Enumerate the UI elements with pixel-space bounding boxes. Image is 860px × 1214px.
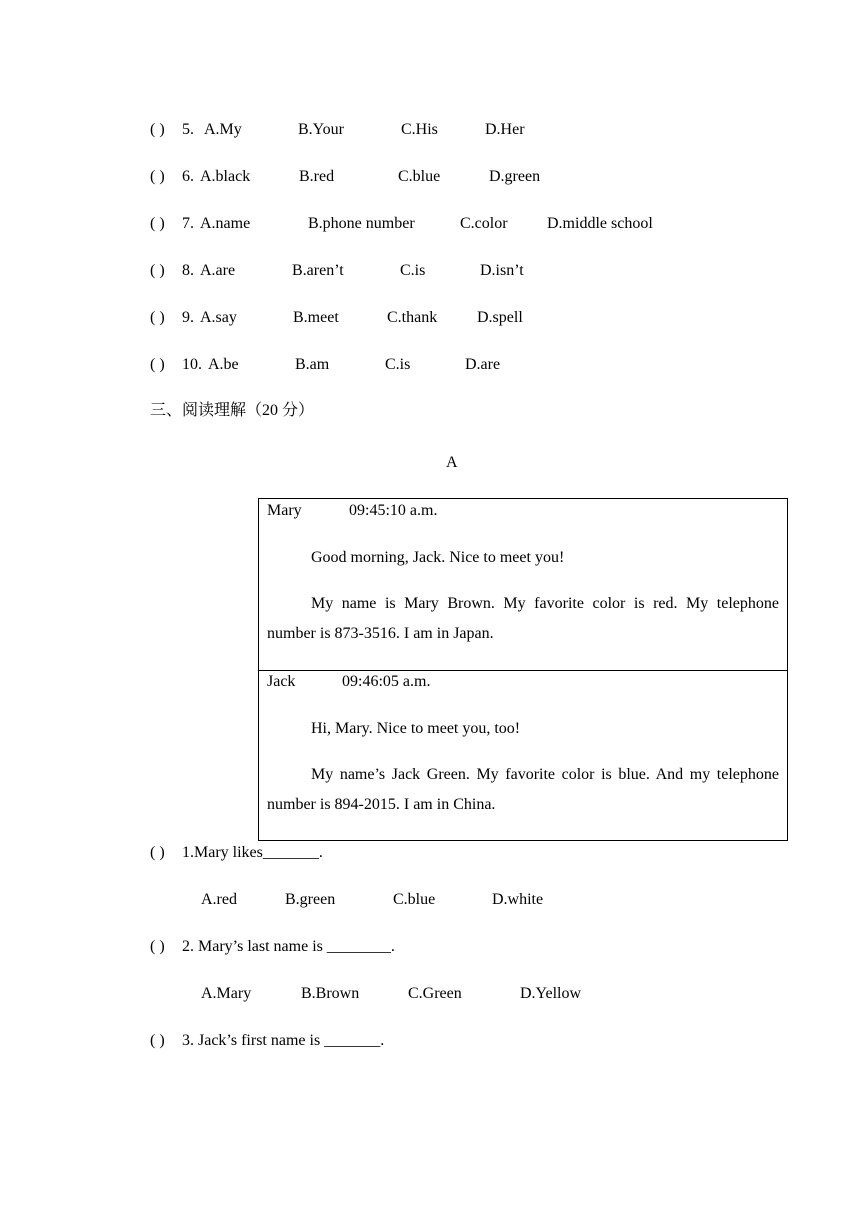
question-stem: 1.Mary likes_______. [182, 844, 323, 861]
question-number: 8. [182, 262, 194, 279]
option-d: D.Her [485, 121, 525, 138]
chat-message-jack [259, 670, 787, 840]
option-c: C.is [400, 262, 426, 279]
option-d: D.isn’t [480, 262, 524, 279]
answer-blank[interactable]: ( ) [150, 938, 165, 955]
message-body: My name’s Jack Green. My favorite color is blue. And my telephone number is 894-2015. I am in China. [267, 766, 779, 813]
answer-blank[interactable]: ( ) [150, 844, 165, 861]
question-number: 7. [182, 215, 194, 232]
answer-blank[interactable]: ( ) [150, 309, 165, 326]
option-b: B.red [299, 168, 335, 185]
message-greeting: Hi, Mary. Nice to meet you, too! [311, 720, 521, 737]
option-d: D.Yellow [520, 985, 582, 1002]
option-c: C.Green [408, 985, 462, 1002]
option-a: A.My [204, 121, 242, 138]
question-number: 6. [182, 168, 194, 185]
message-header [267, 671, 431, 693]
option-b: B.aren’t [292, 262, 344, 279]
option-b: B.am [295, 356, 330, 373]
message-body: My name is Mary Brown. My favorite color is red. My telephone number is 873-3516. I am in Japan. [267, 595, 779, 642]
option-b: B.Brown [301, 985, 360, 1002]
answer-blank[interactable]: ( ) [150, 1032, 165, 1049]
option-a: A.say [200, 309, 237, 326]
message-time: 09:46:05 a.m. [342, 673, 431, 690]
message-sender: Mary [267, 502, 302, 519]
option-b: B.phone number [308, 215, 415, 232]
answer-blank[interactable]: ( ) [150, 168, 165, 185]
option-a: A.be [208, 356, 239, 373]
option-c: C.His [401, 121, 438, 138]
option-c: C.is [385, 356, 411, 373]
section-title: 三、阅读理解（20 分） [150, 402, 315, 419]
option-a: A.black [200, 168, 251, 185]
question-stem: 3. Jack’s first name is _______. [182, 1032, 385, 1049]
question-stem: 2. Mary’s last name is ________. [182, 938, 395, 955]
option-a: A.Mary [201, 985, 252, 1002]
option-b: B.meet [293, 309, 339, 326]
question-number: 5. [182, 121, 194, 138]
option-d: D.white [492, 891, 544, 908]
passage-label: A [446, 454, 458, 471]
option-b: B.Your [298, 121, 344, 138]
option-c: C.blue [393, 891, 436, 908]
option-d: D.green [489, 168, 541, 185]
option-b: B.green [285, 891, 336, 908]
question-number: 9. [182, 309, 194, 326]
message-header [267, 500, 438, 522]
option-a: A.red [201, 891, 237, 908]
answer-blank[interactable]: ( ) [150, 121, 165, 138]
question-number: 10. [182, 356, 202, 373]
option-a: A.name [200, 215, 251, 232]
option-d: D.middle school [547, 215, 653, 232]
message-greeting: Good morning, Jack. Nice to meet you! [311, 549, 565, 566]
chat-message-mary [259, 499, 787, 671]
option-c: C.thank [387, 309, 438, 326]
answer-blank[interactable]: ( ) [150, 215, 165, 232]
option-c: C.blue [398, 168, 441, 185]
message-sender: Jack [267, 673, 296, 690]
option-d: D.spell [477, 309, 523, 326]
message-time: 09:45:10 a.m. [349, 502, 438, 519]
answer-blank[interactable]: ( ) [150, 356, 165, 373]
option-d: D.are [465, 356, 501, 373]
answer-blank[interactable]: ( ) [150, 262, 165, 279]
option-a: A.are [200, 262, 236, 279]
chat-box [258, 498, 788, 841]
option-c: C.color [460, 215, 508, 232]
